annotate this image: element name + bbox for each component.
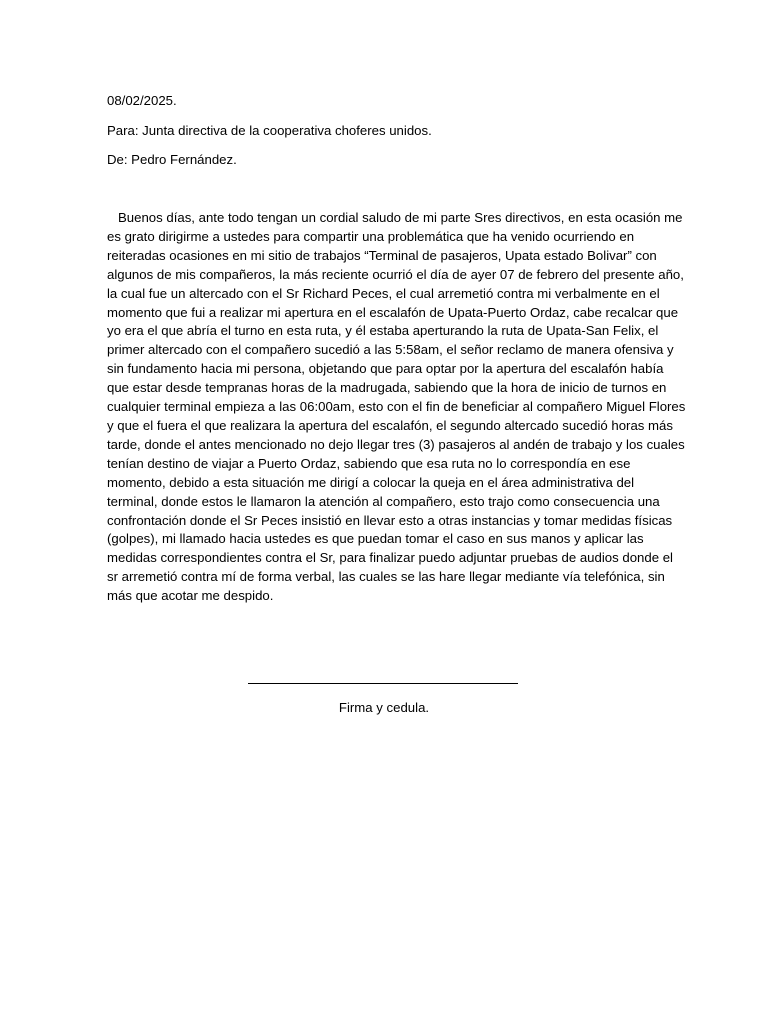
body-line: momento, debido a esta situación me dirigí a colocar la queja en el área administrativa del [107,474,635,490]
body-line: medidas correspondientes contra el Sr, para finalizar puedo adjuntar pruebas de audios donde el [107,550,673,566]
letter-body [107,209,686,606]
body-line: tarde, donde el antes mencionado no dejo llegar tres (3) pasajeros al andén de trabajo y los cuales [107,436,685,452]
body-line: (golpes), mi llamado hacia ustedes es que puedan tomar el caso en sus manos y aplicar las [107,531,644,547]
body-line: Buenos días, ante todo tengan un cordial saludo de mi parte Sres directivos, en esta ocasión me [107,210,683,225]
body-line: momento que fui a realizar mi apertura en el escalafón de Upata-Puerto Ordaz, cabe recalcar que [107,304,679,320]
body-line: tenían destino de viajar a Puerto Ordaz, sabiendo que esa ruta no lo correspondía en ese [107,455,631,471]
body-line: que estar desde tempranas horas de la madrugada, sabiendo que la hora de inicio de turnos en [107,380,667,396]
signature-label: Firma y cedula. [338,700,430,715]
body-line: es grato dirigirme a ustedes para compartir una problemática que ha venido ocurriendo en [107,228,635,244]
body-line: terminal, donde estos le llamaron la atención al compañero, esto trajo como consecuencia una [107,493,660,509]
body-line: sr arremetió contra mí de forma verbal, las cuales se las hare llegar mediante vía telefónica, sin [107,569,665,585]
body-line: cualquier terminal empieza a las 06:00am, esto con el fin de beneficiar al compañero Miguel Flores [107,399,686,415]
body-line: reiteradas ocasiones en mi sitio de trabajos “Terminal de pasajeros, Upata estado Bolivar” con [107,247,657,263]
body-line: primer altercado con el compañero sucedió a las 5:58am, el señor reclamo de manera ofensiva y [107,342,674,358]
body-line: y que el fuera el que realizara la apertura del escalafón, el segundo altercado sucedió horas más [107,417,673,433]
body-line: algunos de mis compañeros, la más reciente ocurrió el día de ayer 07 de febrero del presente año, [107,266,684,282]
signature-line [248,683,518,684]
body-line: confrontación donde el Sr Peces insistió en llevar esto a otras instancias y tomar medidas físicas [107,512,673,528]
body-line: sin fundamento hacia mi persona, objetando que para optar por la apertura del escalafón había [107,361,664,377]
letter-recipient: Para: Junta directiva de la cooperativa choferes unidos. [107,123,432,138]
body-line: yo era el que abría el turno en esta ruta, y él estaba aperturando la ruta de Upata-San Felix, el [107,323,659,339]
letter-sender: De: Pedro Fernández. [107,152,237,167]
body-line: más que acotar me despido. [107,588,274,604]
letter-date: 08/02/2025. [107,93,177,108]
body-line: la cual fue un altercado con el Sr Richard Peces, el cual arremetió contra mi verbalmente en el [107,285,660,301]
